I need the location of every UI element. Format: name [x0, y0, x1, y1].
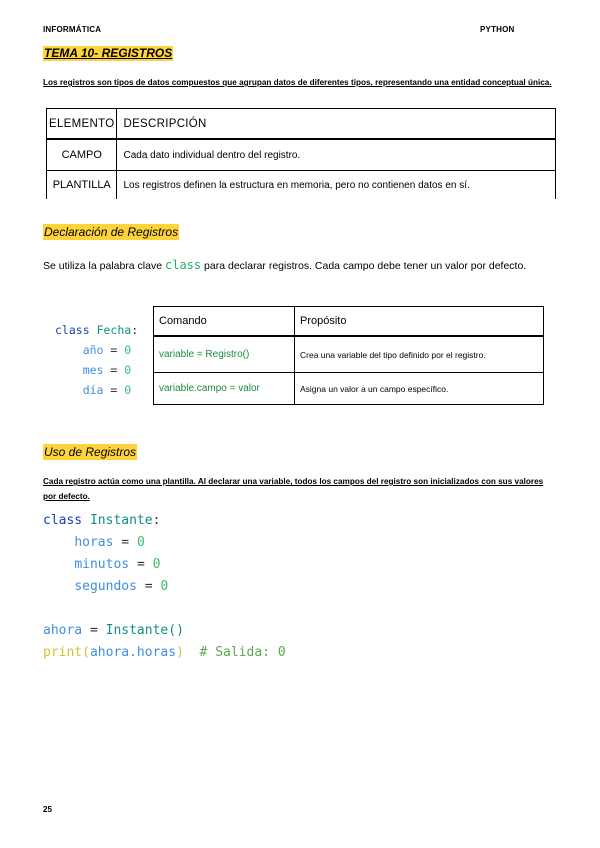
table-header-cell: Propósito — [295, 307, 544, 337]
code-field: horas — [74, 535, 114, 550]
code-paren: ( — [82, 645, 90, 660]
declaration-paragraph — [43, 256, 558, 275]
section-heading-declaration: Declaración de Registros — [44, 225, 179, 239]
code-field: día — [82, 383, 104, 397]
code-variable: ahora — [43, 623, 83, 638]
commands-table — [153, 306, 544, 405]
code-line — [43, 620, 286, 642]
code-number: 0 — [136, 535, 145, 550]
code-class-name: Fecha — [96, 323, 132, 337]
table-row — [154, 336, 544, 373]
code-colon: : — [131, 323, 139, 337]
table-header-row — [154, 307, 544, 337]
code-line — [55, 320, 138, 340]
code-block-fecha — [55, 320, 138, 400]
code-operator: = — [136, 557, 145, 572]
section-heading-usage: Uso de Registros — [44, 445, 137, 459]
code-paren: ) — [176, 645, 184, 660]
table-cell: PLANTILLA — [47, 171, 117, 200]
code-class-name: Instante — [89, 513, 153, 528]
code-keyword: class — [55, 323, 90, 337]
header-subject: INFORMÁTICA — [43, 25, 102, 34]
code-operator: = — [144, 579, 153, 594]
table-cell: Crea una variable del tipo definido por el registro. — [295, 336, 544, 373]
code-colon: : — [152, 513, 161, 528]
code-field: año — [82, 343, 104, 357]
code-line-blank — [43, 598, 286, 620]
table-cell: variable.campo = valor — [154, 373, 295, 405]
inline-keyword: class — [165, 258, 202, 272]
table-cell: Los registros definen la estructura en memoria, pero no contienen datos en sí. — [117, 171, 556, 200]
table-header-cell: DESCRIPCIÓN — [117, 109, 556, 140]
code-line — [43, 642, 286, 664]
code-function: print — [43, 645, 83, 660]
header-language: PYTHON — [480, 25, 515, 34]
table-cell: Asigna un valor a un campo específico. — [295, 373, 544, 405]
code-block-instante — [43, 510, 286, 664]
code-field: mes — [82, 363, 104, 377]
code-operator: = — [121, 535, 130, 550]
code-operator: = — [89, 623, 98, 638]
code-number: 0 — [124, 363, 132, 377]
code-line — [43, 576, 286, 598]
table-cell: variable = Registro() — [154, 336, 295, 373]
table-header-cell: ELEMENTO — [47, 109, 117, 140]
code-operator: = — [110, 363, 118, 377]
code-comment: # Salida: 0 — [199, 645, 286, 660]
code-line — [55, 340, 138, 360]
code-field: minutos — [74, 557, 130, 572]
code-line — [43, 554, 286, 576]
code-keyword: class — [43, 513, 83, 528]
paragraph-text: para declarar registros. Cada campo debe tener un valor por defecto. — [201, 260, 527, 272]
code-line — [43, 532, 286, 554]
usage-paragraph: Cada registro actúa como una plantilla. Al declarar una variable, todos los campos del registro son inicializados con sus valores por defecto. — [43, 477, 544, 501]
page-number: 25 — [43, 805, 52, 814]
code-number: 0 — [124, 343, 132, 357]
table-header-cell: Comando — [154, 307, 295, 337]
code-line — [55, 380, 138, 400]
table-row — [154, 373, 544, 405]
code-line — [55, 360, 138, 380]
table-cell: CAMPO — [47, 139, 117, 171]
table-cell: Cada dato individual dentro del registro. — [117, 139, 556, 171]
table-header-row — [47, 109, 556, 140]
code-call: Instante() — [105, 623, 184, 638]
intro-paragraph: Los registros son tipos de datos compuestos que agrupan datos de diferentes tipos, representando una entidad conceptual única. — [43, 78, 552, 87]
table-row — [47, 139, 556, 171]
elements-table — [46, 108, 556, 199]
code-number: 0 — [160, 579, 169, 594]
code-line — [43, 510, 286, 532]
code-operator: = — [110, 383, 118, 397]
paragraph-text: Se utiliza la palabra clave — [43, 260, 165, 272]
code-field: segundos — [74, 579, 137, 594]
page-title: TEMA 10- REGISTROS — [44, 46, 173, 60]
code-operator: = — [110, 343, 118, 357]
code-number: 0 — [124, 383, 132, 397]
table-row — [47, 171, 556, 200]
code-number: 0 — [152, 557, 161, 572]
code-argument: ahora.horas — [89, 645, 177, 660]
